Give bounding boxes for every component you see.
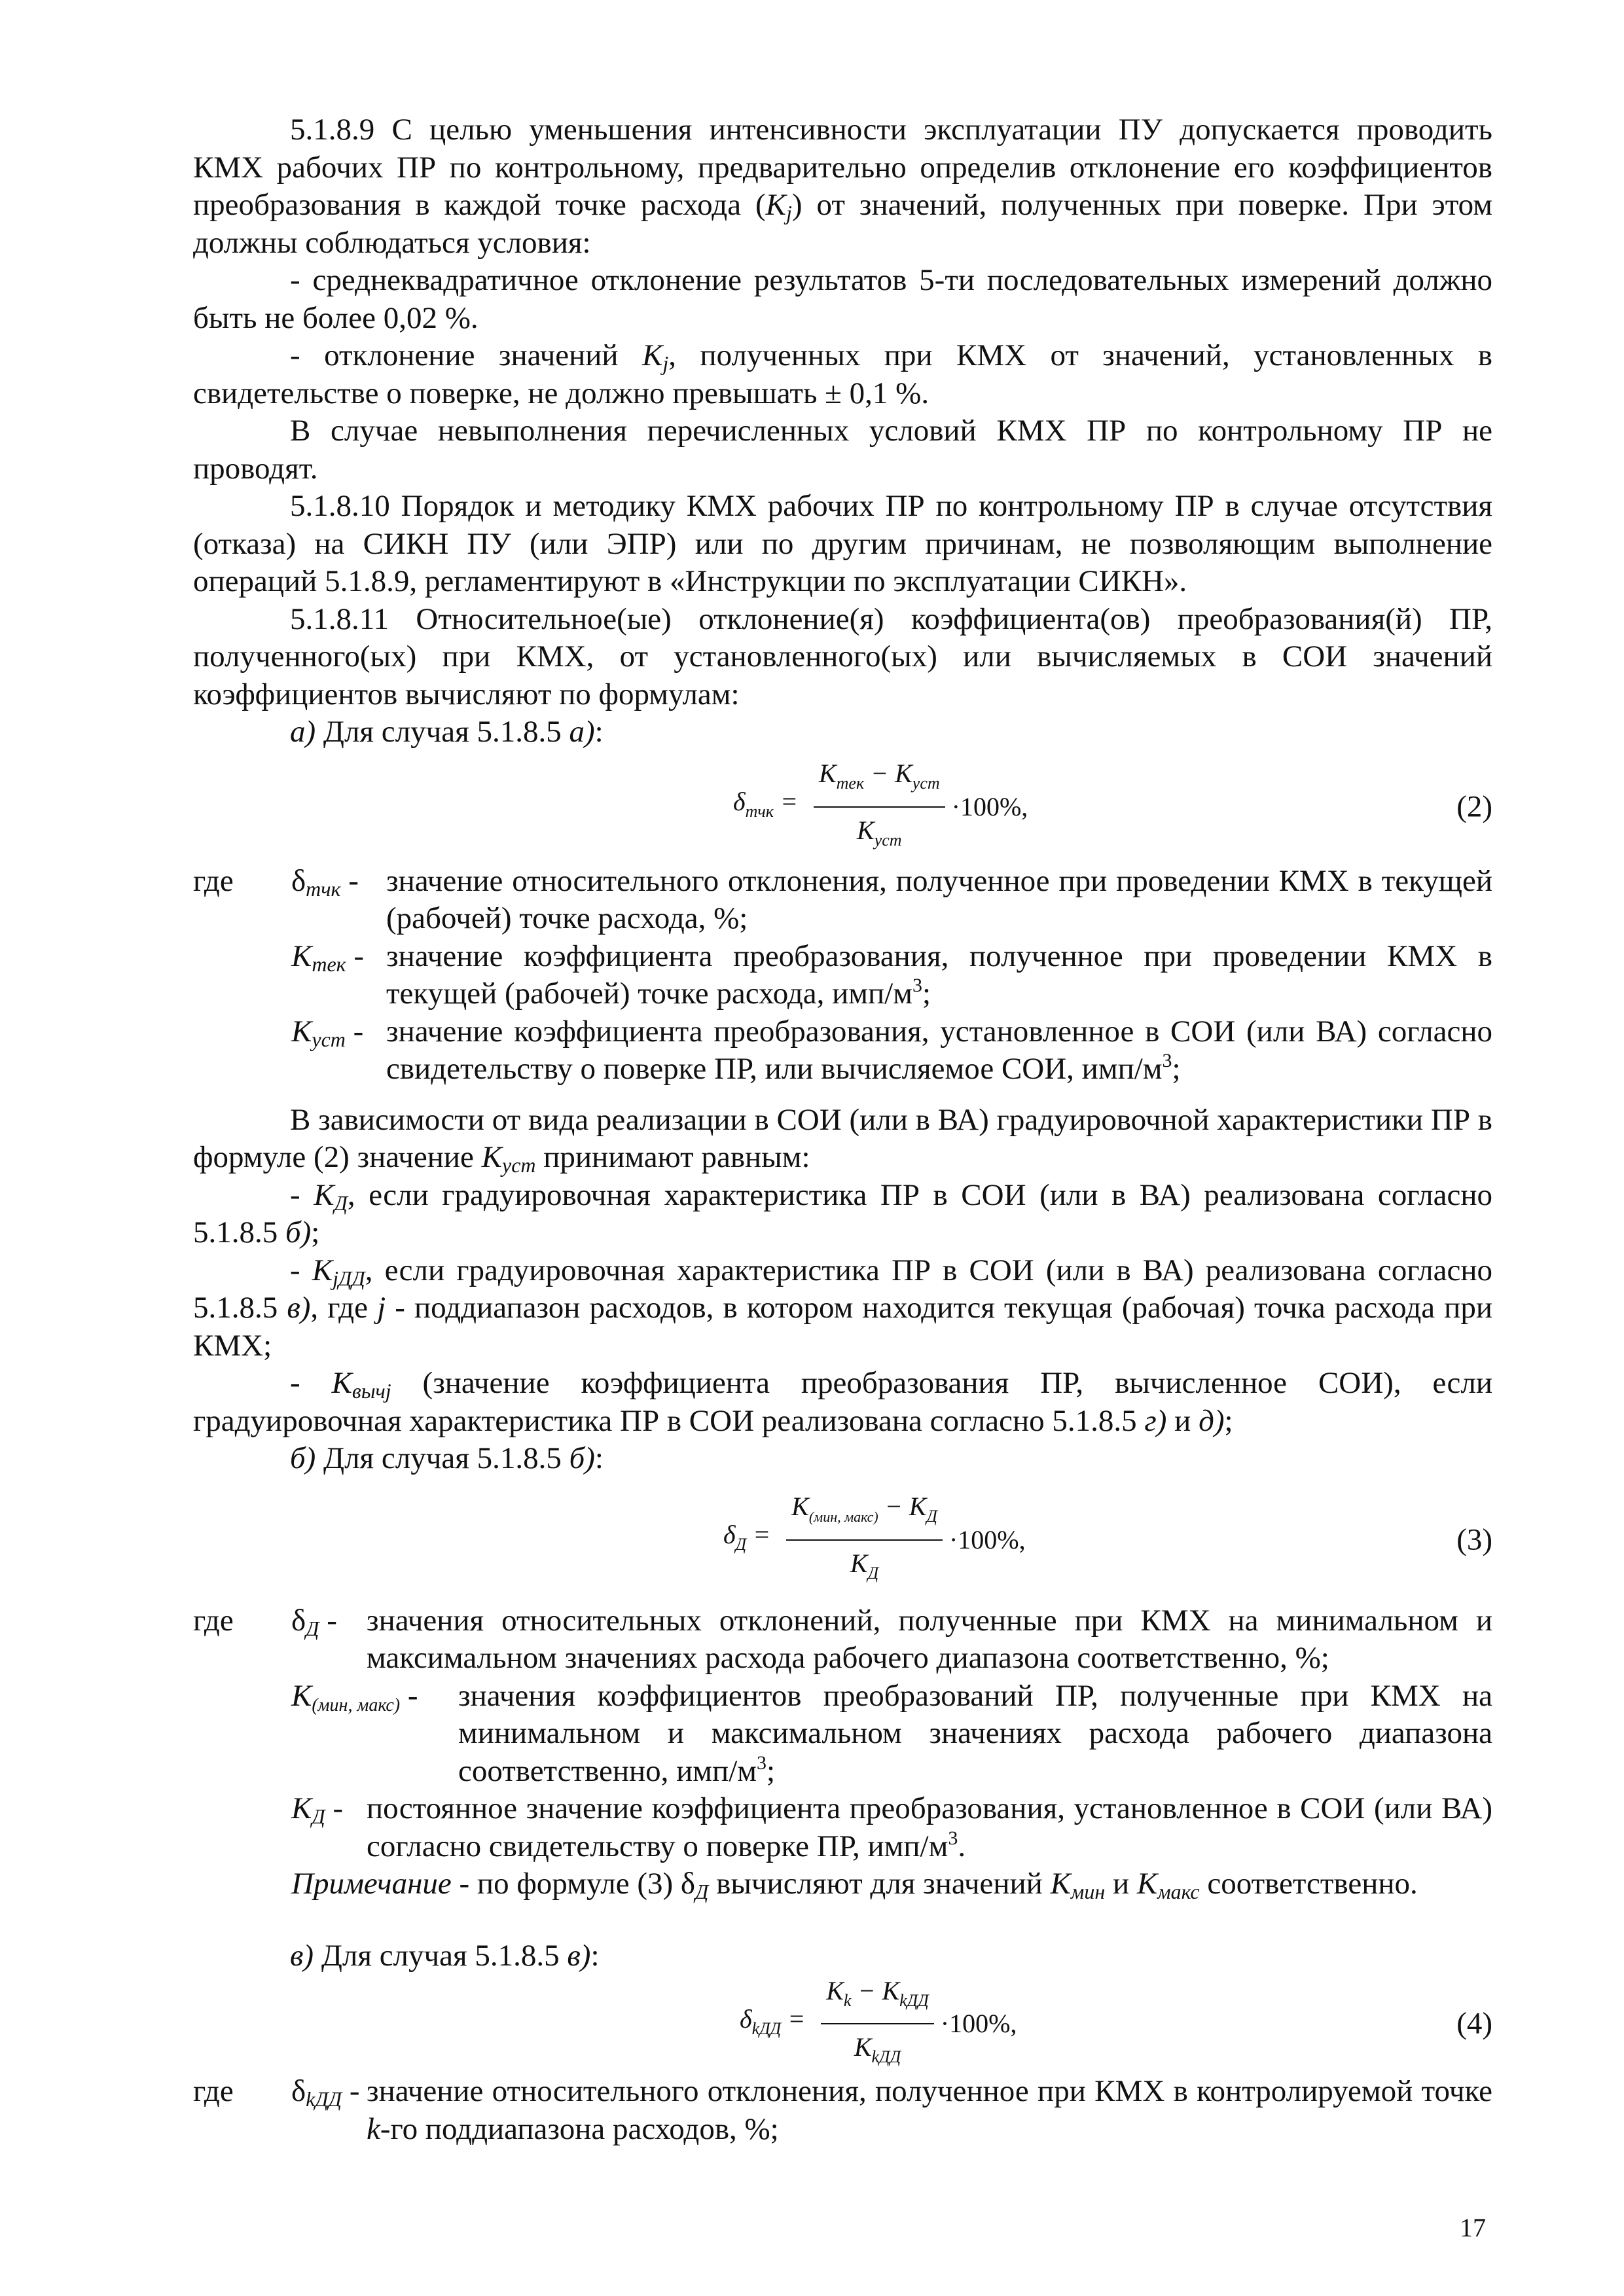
- formula-2-number: (2): [1456, 789, 1492, 823]
- fraction-bar: [814, 806, 945, 808]
- fraction-bar: [786, 1539, 943, 1541]
- where-label: где: [193, 1603, 234, 1638]
- page-number: 17: [1460, 2213, 1486, 2242]
- where-label: где: [193, 863, 234, 898]
- condition-1: - среднеквадратичное отклонение результатов 5-ти последовательных измерений должно быть не более 0,02 %.: [193, 263, 1492, 335]
- formula-4-number: (4): [1456, 2006, 1492, 2041]
- case-a-heading: а) Для случая 5.1.8.5 а):: [290, 715, 604, 749]
- case-c-heading: в) Для случая 5.1.8.5 в):: [290, 1938, 600, 1973]
- formula-2-fraction: $\frac{K_{тек} - K_{уст}}{K_{уст}}$: [814, 755, 945, 859]
- definition-row: $K_{уст}$ - значение коэффициента преобразования, установленное в СОИ (или ВА) согласно свидетельству о поверке ПР, или вычисляемое СОИ, имп/$м^3$;: [291, 1014, 1492, 1086]
- formula-4-body: $\delta_{kДД}$ = $\frac{K_k - K_{kДД}}{K_{kДД}}$ ·100%,: [740, 1975, 1017, 2073]
- list-item: - $K_{jДД}$, если градуировочная характеристика ПР в СОИ (или в ВА) реализована согласно 5.1.8.5 в), где j - поддиапазон расходов, в котором находится текущая (рабочая) точка расхода при КМХ;: [193, 1253, 1492, 1363]
- formula-4: [193, 1975, 1492, 2073]
- formula-4-fraction: $\frac{K_k - K_{kДД}}{K_{kДД}}$: [821, 1972, 934, 2076]
- formula-3-fraction: $\frac{K_{(мин, макс)} - K_Д}{K_Д}$: [786, 1488, 943, 1592]
- definition-row: где $\delta_Д$ - значения относительных отклонений, полученные при КМХ на минимальном и максимальном значениях расхода рабочего диапазона соответственно, %;: [193, 1603, 1492, 1675]
- list-item: - $K_Д$, если градуировочная характеристика ПР в СОИ (или в ВА) реализована согласно 5.1.8.5 б);: [193, 1177, 1492, 1249]
- definition-row: $K_{(мин, макс)}$ - значения коэффициентов преобразований ПР, полученные при КМХ на минимальном и максимальном значениях расхода рабочего диапазона соответственно, имп/$м^3$;: [291, 1678, 1492, 1788]
- failure-note: В случае невыполнения перечисленных условий КМХ ПР по контрольному ПР не проводят.: [193, 414, 1492, 486]
- paragraph-5-1-8-11: 5.1.8.11 Относительное(ые) отклонение(я) коэффициента(ов) преобразования(й) ПР, полученного(ых) при КМХ, от установленного(ых) или вычисляемых в СОИ значений коэффициентов вычисляют по формулам:: [193, 601, 1492, 711]
- definition-row: $K_Д$ - постоянное значение коэффициента преобразования, установленное в СОИ (или ВА) согласно свидетельству о поверке ПР, имп/$м^3$.: [291, 1791, 1492, 1863]
- formula-3-body: $\delta_Д$ = $\frac{K_{(мин, макс)} - K_Д}{K_Д}$ ·100%,: [723, 1478, 1026, 1602]
- formula-2: [193, 751, 1492, 863]
- fraction-bar: [821, 2023, 934, 2024]
- formula-2-body: $\delta_{тчк}$ = $\frac{K_{тек} - K_{уст}}{K_{уст}}$ ·100%,: [733, 751, 1028, 863]
- case-b-heading: б) Для случая 5.1.8.5 б):: [290, 1441, 604, 1475]
- definition-row: где $\delta_{тчк}$ - значение относительного отклонения, полученное при проведении КМХ в текущей (рабочей) точке расхода, %;: [193, 863, 1492, 935]
- formula-3-number: (3): [1456, 1522, 1492, 1556]
- document-page: [193, 111, 1492, 2148]
- definition-row: $K_{тек}$ - значение коэффициента преобразования, полученное при проведении КМХ в текущей (рабочей) точке расхода, имп/$м^3$;: [291, 939, 1492, 1011]
- formula-3: [193, 1478, 1492, 1602]
- condition-2: - отклонение значений $K_j$, полученных при КМХ от значений, установленных в свидетельстве о поверке, не должно превышать ± 0,1 %.: [193, 338, 1492, 410]
- definition-row: где $\delta_{kДД}$ - значение относительного отклонения, полученное при КМХ в контролируемой точке k-го поддиапазона расходов, %;: [193, 2074, 1492, 2146]
- paragraph-5-1-8-9: 5.1.8.9 С целью уменьшения интенсивности эксплуатации ПУ допускается проводить КМХ рабочих ПР по контрольному, предварительно определив отклонение его коэффициентов преобразования в каждой точке расхода $(K_j)$ от значений, полученных при поверке. При этом должны соблюдаться условия:: [193, 113, 1492, 260]
- paragraph-5-1-8-10: 5.1.8.10 Порядок и методику КМХ рабочих ПР по контрольному ПР в случае отсутствия (отказа) на СИКН ПУ (или ЭПР) или по другим причинам, не позволяющим выполнение операций 5.1.8.9, регламентируют в «Инструкции по эксплуатации СИКН».: [193, 489, 1492, 598]
- note: Примечание - по формуле (3) $\delta_Д$ вычисляют для значений $K_{мин}$ и $K_{макс}$ соответственно.: [291, 1867, 1418, 1903]
- list-item: - $K_{вычj}$ (значение коэффициента преобразования ПР, вычисленное СОИ), если градуировочная характеристика ПР в СОИ реализована согласно 5.1.8.5 г) и д);: [193, 1366, 1492, 1438]
- where-label: где: [193, 2074, 234, 2108]
- dependency-paragraph: В зависимости от вида реализации в СОИ (или в ВА) градуировочной характеристики ПР в формуле (2) значение $K_{уст}$ принимают равным:: [193, 1102, 1492, 1177]
